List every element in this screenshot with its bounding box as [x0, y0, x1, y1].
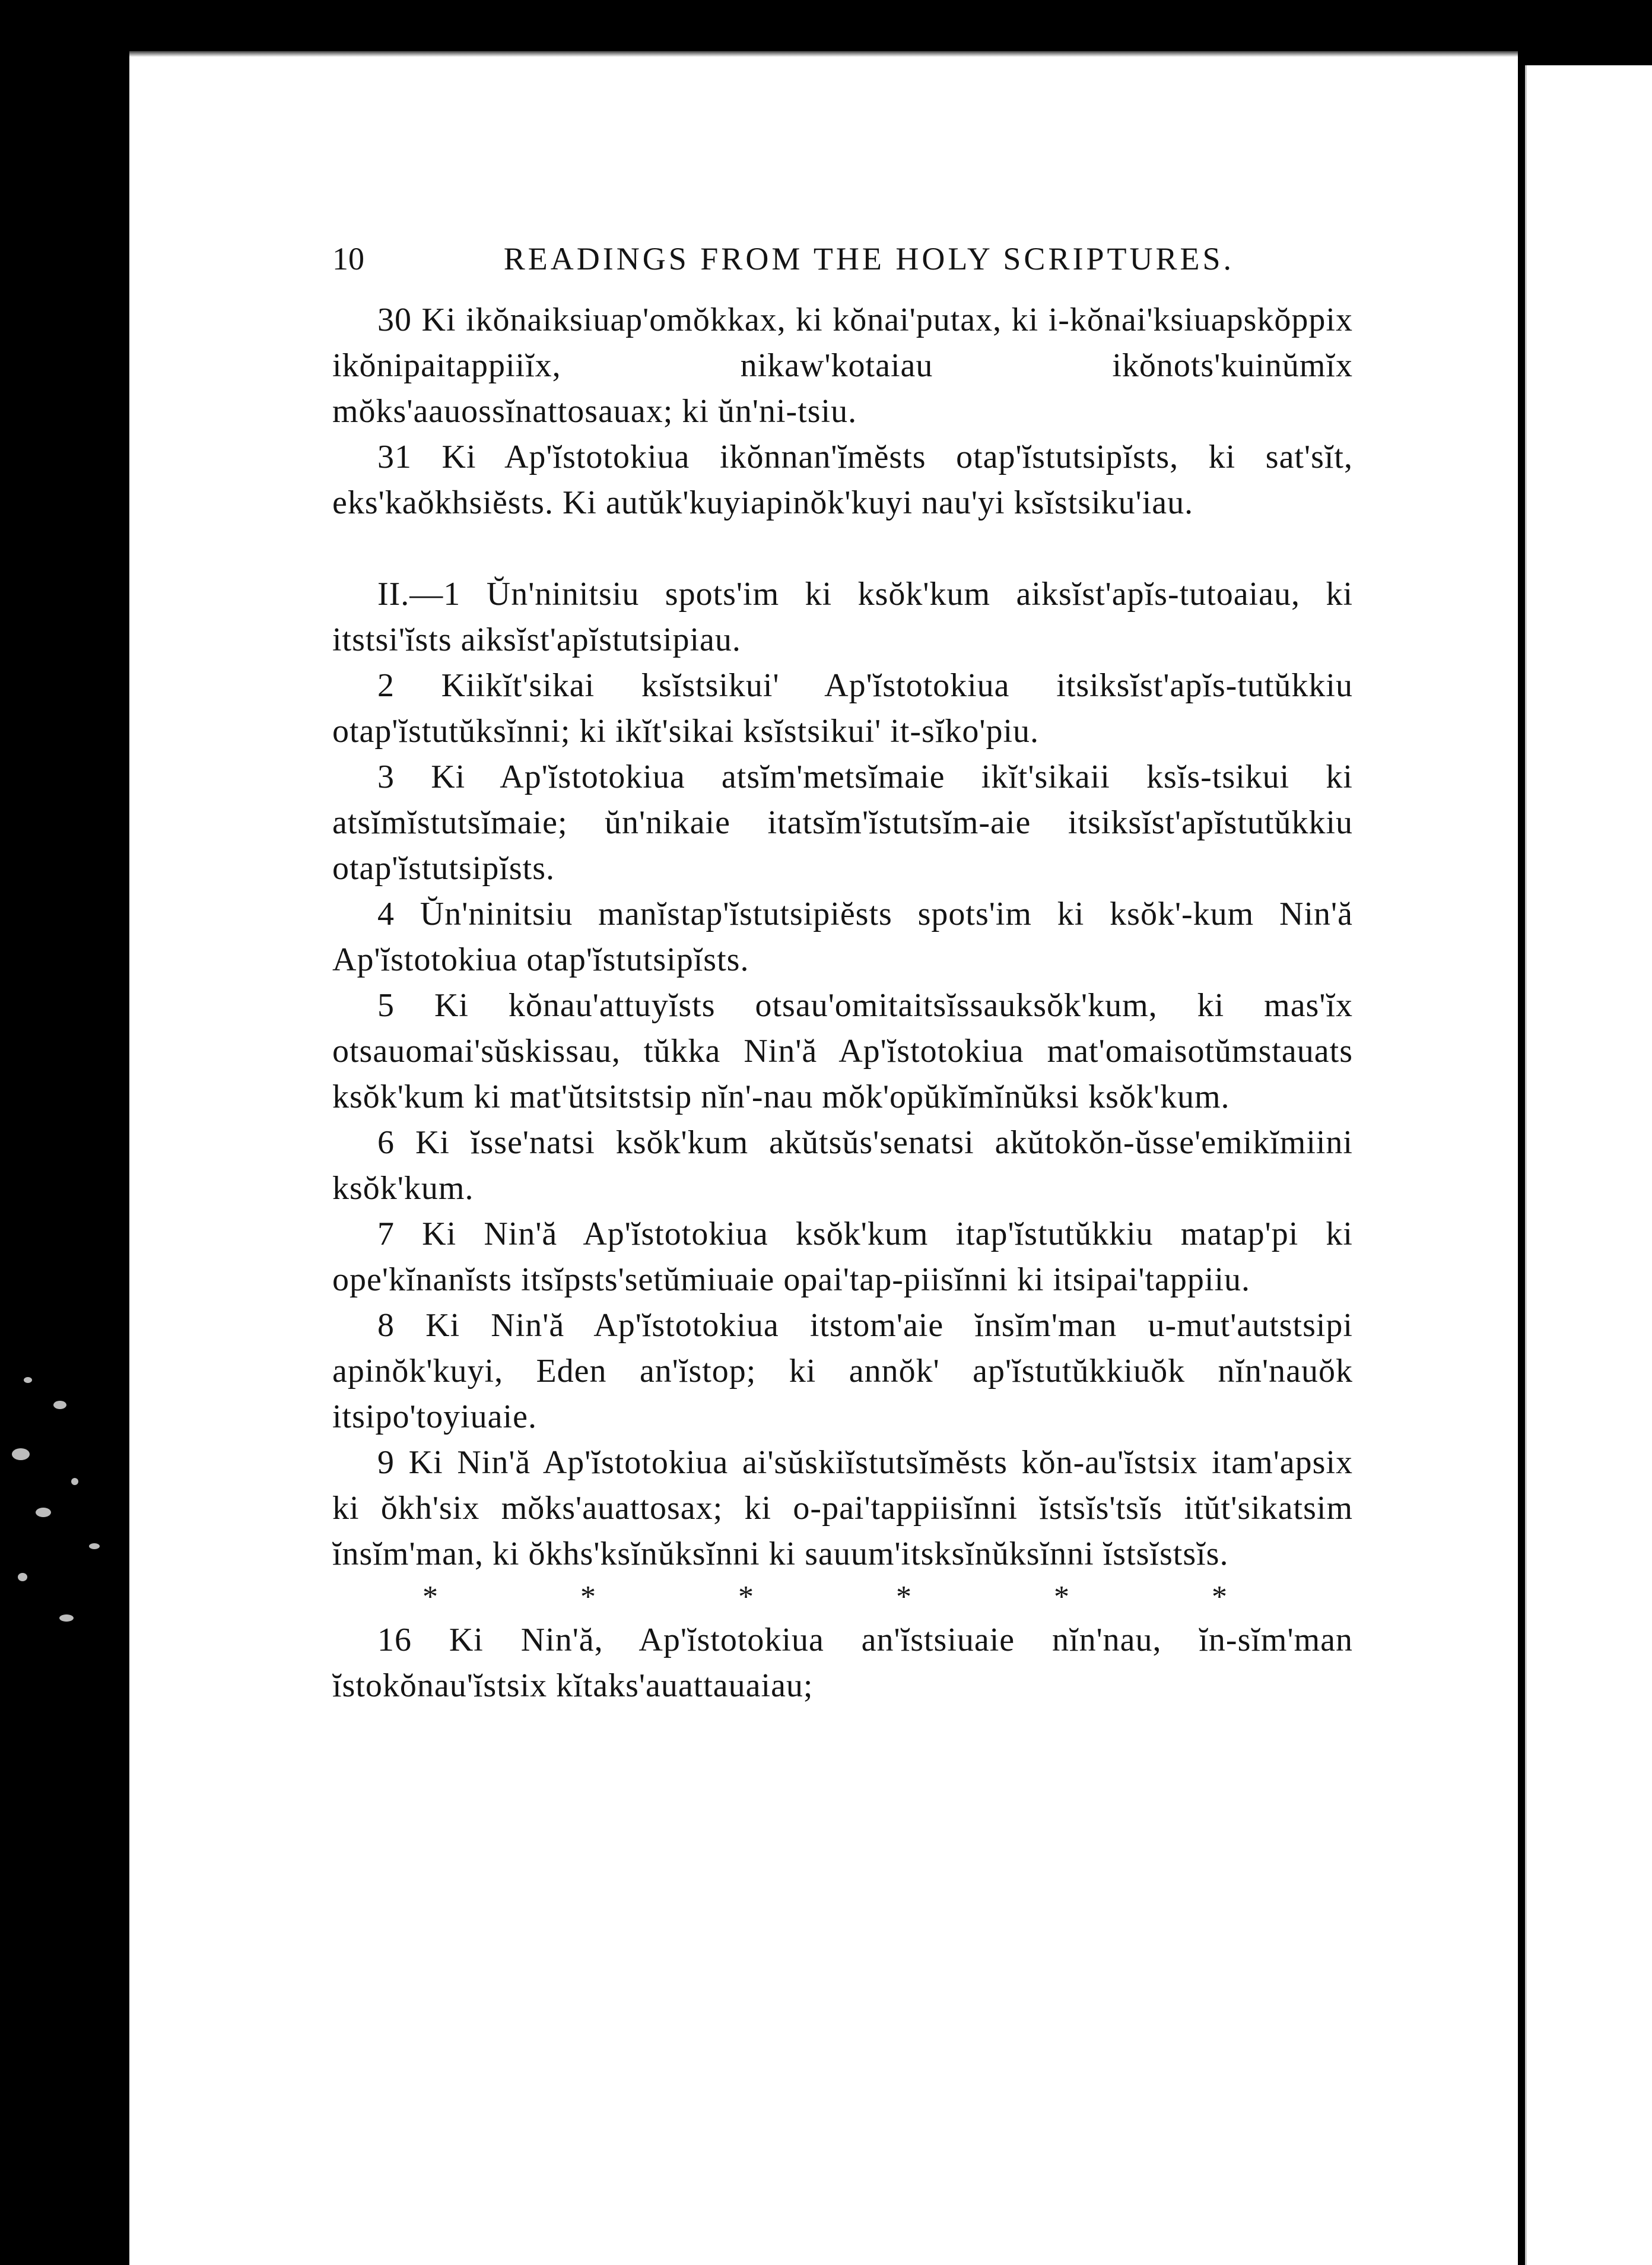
asterisk: *	[422, 1580, 438, 1614]
margin-speck	[89, 1543, 100, 1549]
margin-noise	[0, 1365, 125, 1674]
asterisk: *	[738, 1580, 754, 1614]
asterisk: *	[896, 1580, 911, 1614]
margin-speck	[36, 1508, 51, 1517]
page-content	[332, 236, 1353, 1709]
asterisk: *	[1054, 1580, 1069, 1614]
verse: 2 Kiikĭt'sikai ksĭstsikui' Ap'ĭstotokiua itsiksĭst'apĭs-tutŭkkiu otap'ĭstutŭksĭnni; ki ikĭt'sikai ksĭstsikui' it-sĭko'piu.	[332, 667, 1353, 750]
margin-speck	[59, 1614, 74, 1622]
page-top-edge	[129, 51, 1518, 57]
margin-speck	[18, 1573, 27, 1581]
asterisk: *	[580, 1580, 596, 1614]
verse: 9 Ki Nin'ă Ap'ĭstotokiua ai'sŭskiĭstutsĭmĕsts kŏn-au'ĭstsix itam'apsix ki ŏkh'six mŏks'auattosax; ki o-pai'tappiisĭnni ĭstsĭs'tsĭs itŭt'sikatsim ĭnsĭm'man, ki ŏkhs'ksĭnŭksĭnni ki sauum'itsksĭnŭksĭnni ĭstsĭstsĭs.	[332, 1444, 1353, 1572]
page-number: 10	[332, 241, 364, 277]
running-title: READINGS FROM THE HOLY SCRIPTURES.	[503, 241, 1234, 277]
asterisk: *	[1212, 1580, 1227, 1614]
facing-page-edge	[1525, 65, 1652, 2265]
verse: 30 Ki ikŏnaiksiuap'omŏkkax, ki kŏnai'putax, ki i-kŏnai'ksiuapskŏppix ikŏnipaitappiiĭx, nikaw'kotaiau ikŏnots'kuinŭmĭx mŏks'aauossĭnattosauax; ki ŭn'ni-tsiu.	[332, 302, 1353, 430]
running-head	[332, 236, 1234, 282]
section-gap	[332, 526, 1353, 572]
verse: 8 Ki Nin'ă Ap'ĭstotokiua itstom'aie ĭnsĭm'man u-mut'autstsipi apinŏk'kuyi, Eden an'ĭstop; ki annŏk' ap'ĭstutŭkkiuŏk nĭn'nauŏk itsipo'toyiuaie.	[332, 1307, 1353, 1435]
verse: 16 Ki Nin'ă, Ap'ĭstotokiua an'ĭstsiuaie nĭn'nau, ĭn-sĭm'man ĭstokŏnau'ĭstsix kĭtaks'auattauaiau;	[332, 1622, 1353, 1704]
asterisk-divider	[422, 1577, 1227, 1617]
verse: 31 Ki Ap'ĭstotokiua ikŏnnan'ĭmĕsts otap'ĭstutsipĭsts, ki sat'sĭt, eks'kaŏkhsiĕsts. Ki autŭk'kuyiapinŏk'kuyi nau'yi ksĭstsiku'iau.	[332, 439, 1353, 521]
verse: 5 Ki kŏnau'attuyĭsts otsau'omitaitsĭssauksŏk'kum, ki mas'ĭx otsauomai'sŭskissau, tŭkka Nin'ă Ap'ĭstotokiua mat'omaisotŭmstauats ksŏk'kum ki mat'ŭtsitstsip nĭn'-nau mŏk'opŭkĭmĭnŭksi ksŏk'kum.	[332, 987, 1353, 1115]
margin-speck	[12, 1448, 30, 1460]
verse: 4 Ŭn'ninitsiu manĭstap'ĭstutsipiĕsts spots'im ki ksŏk'-kum Nin'ă Ap'ĭstotokiua otap'ĭstutsipĭsts.	[332, 896, 1353, 978]
verse: 7 Ki Nin'ă Ap'ĭstotokiua ksŏk'kum itap'ĭstutŭkkiu matap'pi ki ope'kĭnanĭsts itsĭpsts'setŭmiuaie opai'tap-piisĭnni ki itsipai'tappiiu.	[332, 1216, 1353, 1298]
chapter-opening-verse: II.—1 Ŭn'ninitsiu spots'im ki ksŏk'kum aiksĭst'apĭs-tutoaiau, ki itstsi'ĭsts aiksĭst'apĭstutsipiau.	[332, 576, 1353, 658]
margin-speck	[24, 1377, 32, 1383]
margin-speck	[71, 1478, 78, 1485]
margin-speck	[53, 1401, 66, 1409]
verse: 6 Ki ĭsse'natsi ksŏk'kum akŭtsŭs'senatsi akŭtokŏn-ŭsse'emikĭmiini ksŏk'kum.	[332, 1124, 1353, 1207]
verse: 3 Ki Ap'ĭstotokiua atsĭm'metsĭmaie ikĭt'sikaii ksĭs-tsikui ki atsĭmĭstutsĭmaie; ŭn'nikaie itatsĭm'ĭstutsĭm-aie itsiksĭst'apĭstutŭkkiu otap'ĭstutsipĭsts.	[332, 759, 1353, 887]
